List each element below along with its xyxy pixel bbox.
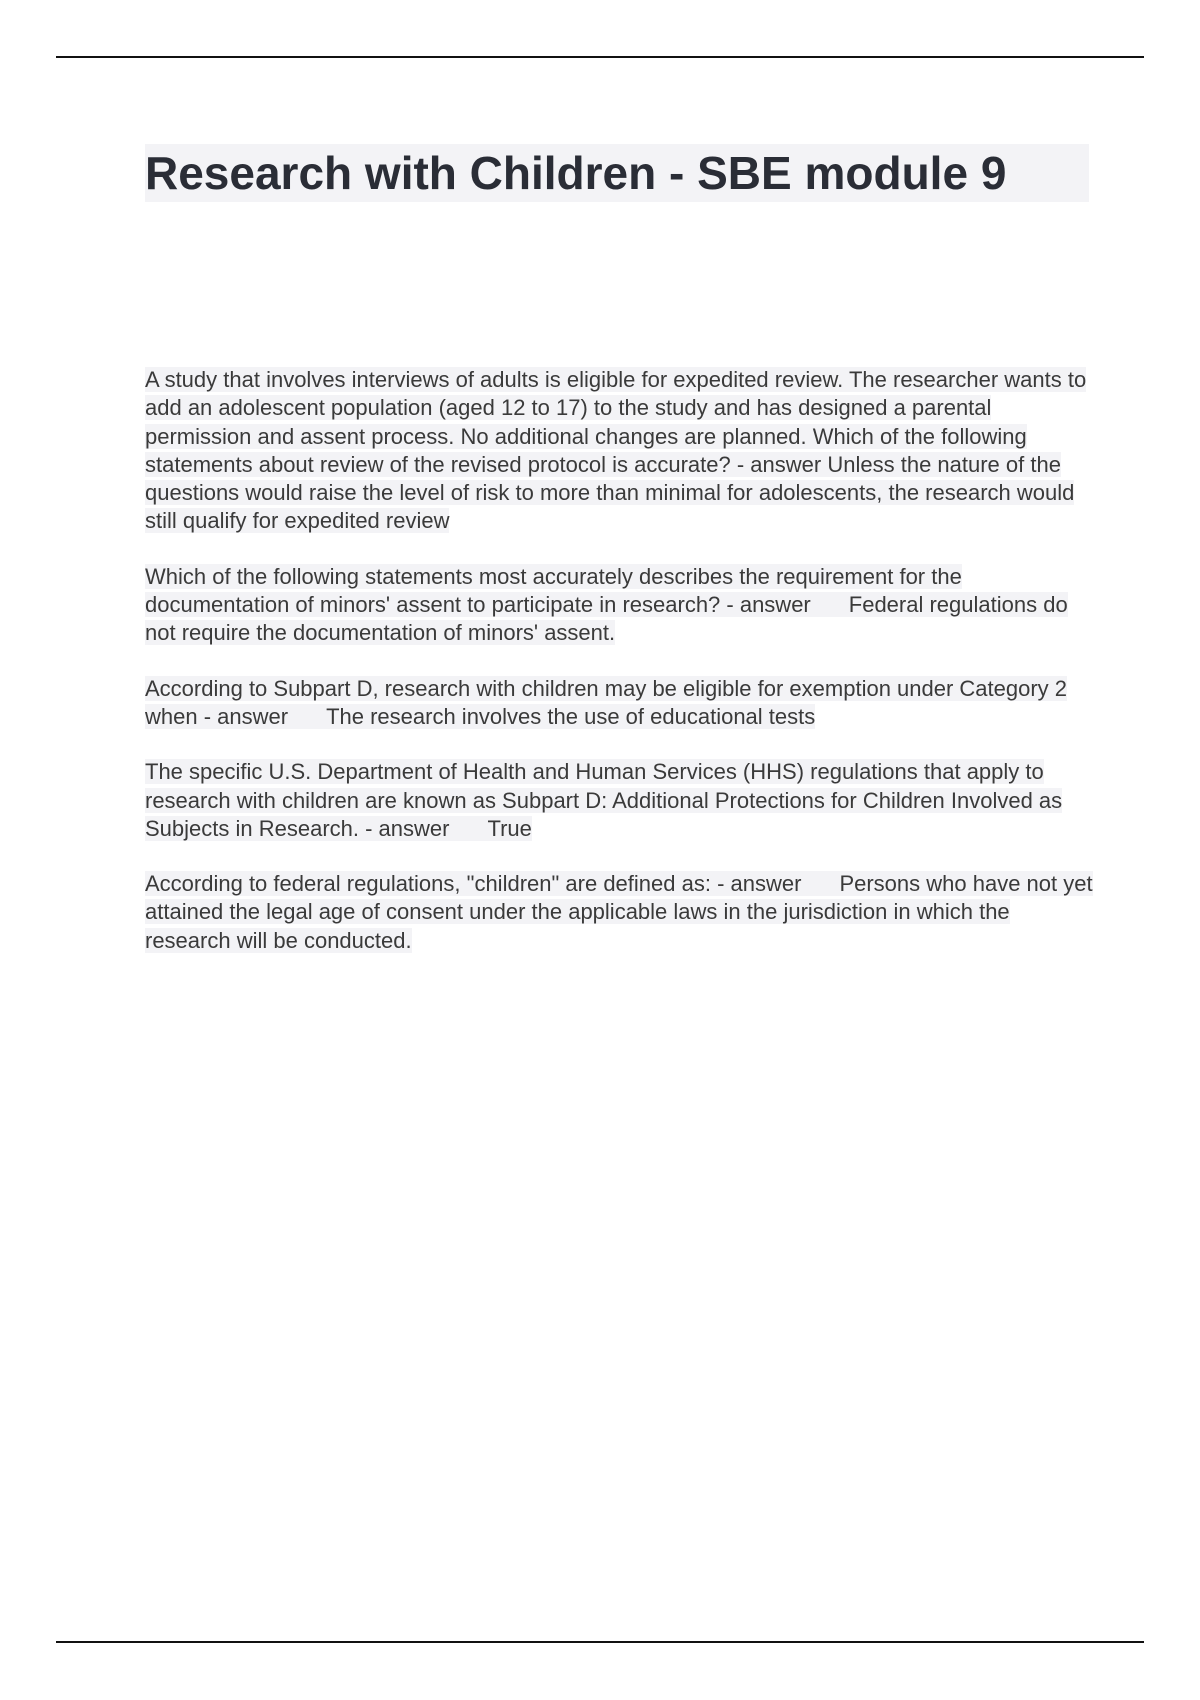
qa-item-text (145, 676, 1067, 729)
qa-item-text (145, 367, 1086, 533)
question-text: A study that involves interviews of adults is eligible for expedited review. The researcher wants to add an adolescent population (aged 12 to 17) to the study and has designed a parental permission and assent process. No additional changes are planned. Which of the following statements about review of the revised protocol is accurate? - answer (145, 367, 1087, 477)
qa-item-3 (145, 675, 1095, 732)
question-text: According to Subpart D, research with children may be eligible for exemption under Category 2 when - answer (145, 675, 1068, 729)
qa-item-text (145, 564, 1068, 646)
qa-item-text (145, 871, 1093, 953)
question-text: Which of the following statements most accurately describes the requirement for the documentation of minors' assent to participate in research? - answer (145, 563, 962, 618)
qa-item-2 (145, 563, 1095, 648)
qa-item-1 (145, 366, 1095, 536)
qa-item-4 (145, 758, 1095, 843)
page-title: Research with Children - SBE module 9 (145, 144, 1089, 202)
qa-item-5 (145, 870, 1095, 955)
answer-text: Unless the nature of the questions would raise the level of risk to more than minimal for adolescents, the research would still qualify for expedited review (145, 451, 1075, 534)
question-text: According to federal regulations, "children" are defined as: - answer (145, 871, 802, 897)
bottom-rule (56, 1641, 1144, 1643)
answer-text: True (487, 815, 532, 841)
answer-text: Federal regulations do not require the documentation of minors' assent. (145, 592, 1068, 646)
qa-list (145, 366, 1095, 982)
qa-item-text (145, 759, 1062, 841)
question-text: The specific U.S. Department of Health and Human Services (HHS) regulations that apply to research with children are known as Subpart D: Additional Protections for Children Involved as Subjects in Research. - answer (145, 759, 1063, 841)
answer-text: The research involves the use of educational tests (326, 703, 816, 729)
answer-text: Persons who have not yet attained the legal age of consent under the applicable laws in the jurisdiction in which the research will be conducted. (145, 871, 1093, 953)
top-rule (56, 56, 1144, 58)
